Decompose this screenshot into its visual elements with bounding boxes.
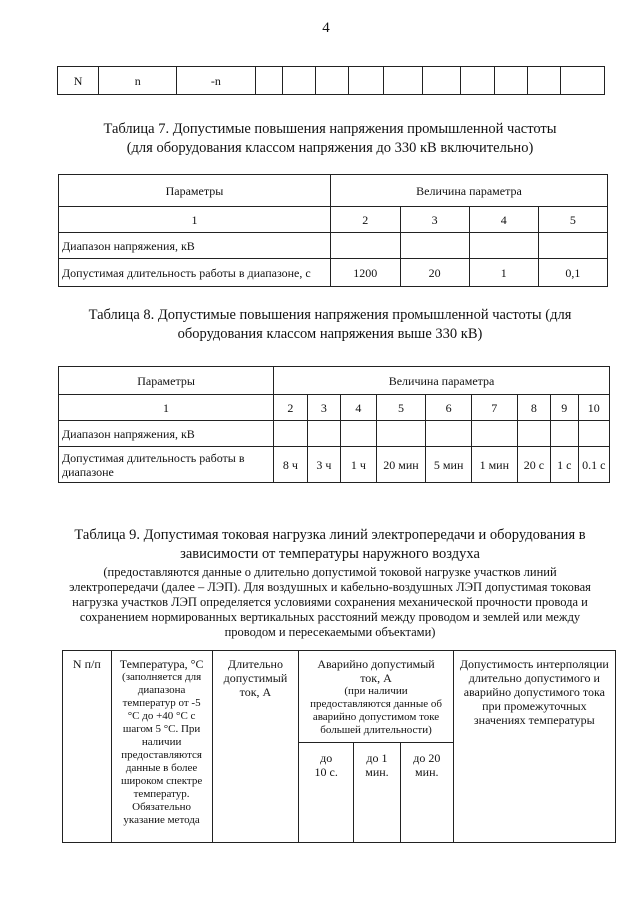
temp-line: температур. <box>133 788 190 800</box>
table9-col-n: N п/п <box>63 651 112 843</box>
table9-note: (предоставляются данные о длительно допустимой токовой нагрузке участков линий электропередачи (далее – ЛЭП). Для воздушных и кабельно-воздушных ЛЭП допустимая токовая нагрузка участков ЛЭП определяется условиями сохранения механической прочности провода и сохранением нормированных вертикальных расстояний между проводом и землей или между проводом и пересекаемыми объектами) <box>69 565 591 639</box>
table8-caption: Таблица 8. Допустимые повышения напряжения промышленной частоты (для оборудования классом напряжения выше 330 кВ) <box>88 307 572 342</box>
table7-num: 3 <box>400 207 469 233</box>
table7-num: 5 <box>538 207 607 233</box>
temp-line: предоставляются <box>121 749 202 761</box>
table8-cell: 1 с <box>551 447 578 483</box>
fragment-cell: -n <box>177 67 255 95</box>
table8-num: 1 <box>59 395 274 421</box>
table7-cell: 1200 <box>330 259 400 287</box>
table8-cell: 1 ч <box>341 447 377 483</box>
fragment-cell: n <box>99 67 177 95</box>
table8-header-params: Параметры <box>59 367 274 395</box>
table8-row-label: Допустимая длительность работы в диапазоне <box>59 447 274 483</box>
page-number: 4 <box>322 20 330 36</box>
temp-line: данные в более <box>125 762 198 774</box>
fragment-cell: N <box>58 67 99 95</box>
temp-line: (заполняется для <box>122 671 202 683</box>
table7-row-label: Диапазон напряжения, кВ <box>59 233 331 259</box>
temp-line: Обязательно <box>132 801 192 813</box>
table8-cell: 3 ч <box>307 447 340 483</box>
table8-row-label: Диапазон напряжения, кВ <box>59 421 274 447</box>
table8-num: 2 <box>274 395 307 421</box>
table-fragment <box>57 66 605 95</box>
table9-col-interpolation: Допустимость интерполяции длительно допустимого и аварийно допустимого тока при промежуточных значениях температуры <box>453 651 615 843</box>
table8-num: 10 <box>578 395 610 421</box>
table8-num: 4 <box>341 395 377 421</box>
table7-caption: Таблица 7. Допустимые повышения напряжения промышленной частоты (для оборудования классом напряжения до 330 кВ включительно) <box>103 121 557 156</box>
table7 <box>58 174 608 287</box>
table9-sub-1min: до 1 мин. <box>354 743 401 843</box>
temp-line: широком спектре <box>120 775 203 787</box>
table7-cell: 1 <box>469 259 538 287</box>
table8-num: 5 <box>376 395 426 421</box>
temp-line: °С до +40 °С с <box>127 710 196 722</box>
table7-num: 1 <box>59 207 331 233</box>
table7-header-value: Величина параметра <box>330 175 607 207</box>
temp-line: шагом 5 °С. При <box>122 723 201 735</box>
table9-sub-10s: до 10 с. <box>299 743 354 843</box>
table9-col-temperature: Температура, °С (заполняется для диапазона температур от -5 °С до +40 °С с шагом 5 °С. При наличии предоставляются данные в более широком спектре температур. Обязательно указание метода <box>111 651 212 843</box>
table9 <box>62 650 616 843</box>
table8 <box>58 366 610 483</box>
table8-num: 9 <box>551 395 578 421</box>
table8-header-value: Величина параметра <box>274 367 610 395</box>
table7-cell: 0,1 <box>538 259 607 287</box>
table8-cell: 20 с <box>517 447 550 483</box>
table8-cell: 8 ч <box>274 447 307 483</box>
table9-caption: Таблица 9. Допустимая токовая нагрузка линий электропередачи и оборудования в зависимости от температуры наружного воздуха <box>74 527 586 562</box>
table8-cell: 20 мин <box>376 447 426 483</box>
table8-cell: 0.1 с <box>578 447 610 483</box>
table9-col-emergency-current: Аварийно допустимый ток, А (при наличии предоставляются данные об аварийно допустимом токе большей длительности) <box>299 651 453 743</box>
table8-num: 8 <box>517 395 550 421</box>
temp-line: наличии <box>141 736 182 748</box>
table7-cell: 20 <box>400 259 469 287</box>
table8-num: 3 <box>307 395 340 421</box>
table8-num: 7 <box>471 395 517 421</box>
table7-row-label: Допустимая длительность работы в диапазоне, с <box>59 259 331 287</box>
table8-cell: 1 мин <box>471 447 517 483</box>
temp-line: температур от -5 <box>122 697 201 709</box>
table8-num: 6 <box>426 395 472 421</box>
temp-line: диапазона <box>137 684 186 696</box>
table9-sub-20min: до 20 мин. <box>400 743 453 843</box>
table9-col-long-current: Длительно допустимый ток, А <box>212 651 299 843</box>
temp-line: указание метода <box>123 814 200 826</box>
table7-header-params: Параметры <box>59 175 331 207</box>
table7-num: 2 <box>330 207 400 233</box>
table8-cell: 5 мин <box>426 447 472 483</box>
table7-num: 4 <box>469 207 538 233</box>
